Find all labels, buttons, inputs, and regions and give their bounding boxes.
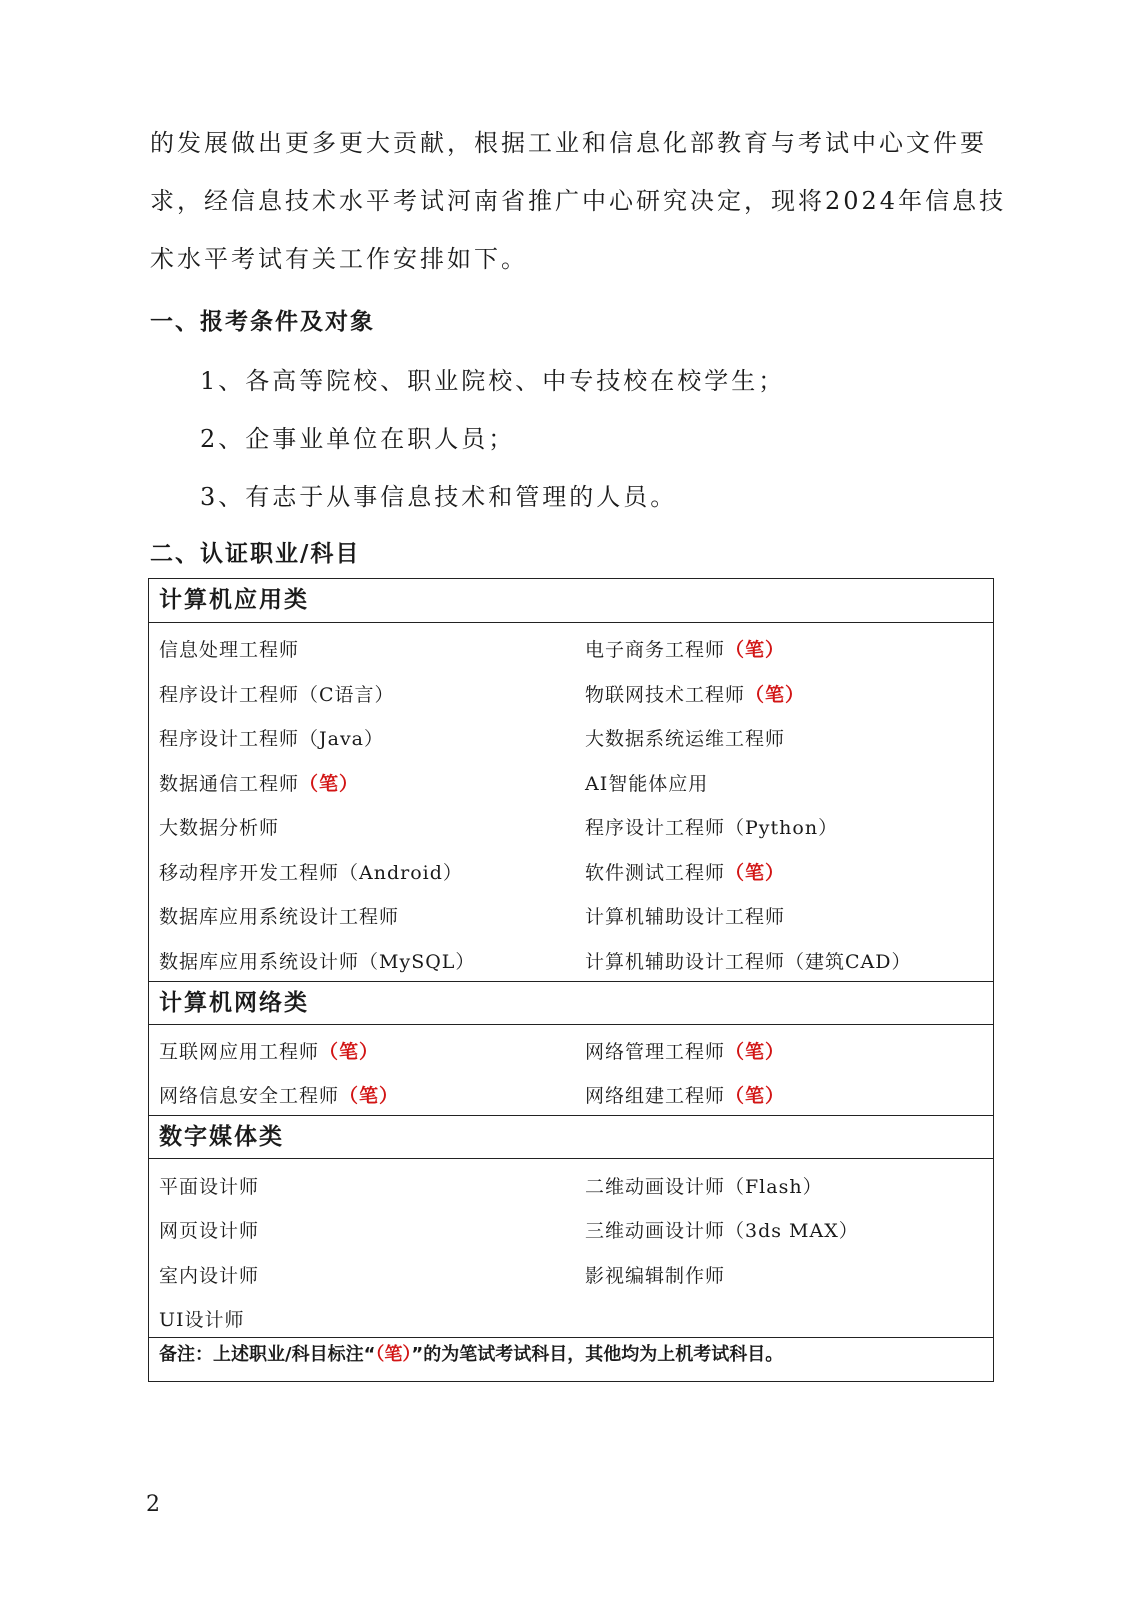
subject-cell: AI智能体应用 bbox=[585, 773, 709, 795]
subject-cell: 平面设计师 bbox=[159, 1176, 260, 1198]
subject-cell: 网页设计师 bbox=[159, 1220, 260, 1242]
subject-cell: 数据库应用系统设计工程师 bbox=[159, 906, 400, 928]
subject-cell: 二维动画设计师（Flash） bbox=[585, 1176, 823, 1198]
subject-cell: 电子商务工程师（笔） bbox=[585, 639, 786, 661]
subject-cell: 大数据系统运维工程师 bbox=[585, 728, 786, 750]
category-computer-network: 计算机网络类 bbox=[149, 981, 993, 1025]
pen-mark: （笔） bbox=[339, 1085, 400, 1107]
subject-cell: 移动程序开发工程师（Android） bbox=[159, 862, 463, 884]
subject-cell: 三维动画设计师（3ds MAX） bbox=[585, 1220, 859, 1242]
subject-cell: 数据库应用系统设计师（MySQL） bbox=[159, 951, 476, 973]
category-digital-media: 数字媒体类 bbox=[149, 1115, 993, 1159]
subject-cell: 软件测试工程师（笔） bbox=[585, 862, 786, 884]
subject-cell: 数据通信工程师（笔） bbox=[159, 773, 360, 795]
subject-cell: 程序设计工程师（Python） bbox=[585, 817, 839, 839]
category-computer-application: 计算机应用类 bbox=[149, 579, 993, 623]
section1-item-1: 1、各高等院校、职业院校、中专技校在校学生； bbox=[200, 367, 786, 395]
subject-cell: 计算机辅助设计工程师 bbox=[585, 906, 786, 928]
subject-cell: 网络信息安全工程师（笔） bbox=[159, 1085, 400, 1107]
subject-cell: 程序设计工程师（C语言） bbox=[159, 684, 395, 706]
subject-cell: 室内设计师 bbox=[159, 1265, 260, 1287]
subject-cell: 互联网应用工程师（笔） bbox=[159, 1041, 380, 1063]
section2-heading: 二、认证职业/科目 bbox=[150, 541, 361, 567]
pen-mark: （笔） bbox=[745, 684, 806, 706]
pen-mark: （笔） bbox=[725, 862, 786, 884]
note-suffix: ”的为笔试考试科目，其他均为上机考试科目。 bbox=[411, 1344, 784, 1365]
section1-item-3: 3、有志于从事信息技术和管理的人员。 bbox=[200, 483, 678, 511]
subject-cell: 网络管理工程师（笔） bbox=[585, 1041, 786, 1063]
pen-mark: （笔） bbox=[319, 1041, 380, 1063]
pen-mark: （笔） bbox=[725, 1085, 786, 1107]
note-prefix: 备注：上述职业/科目标注“ bbox=[159, 1344, 376, 1365]
section1-item-2: 2、企事业单位在职人员； bbox=[200, 425, 516, 453]
intro-paragraph bbox=[150, 114, 1007, 288]
subject-cell: 程序设计工程师（Java） bbox=[159, 728, 385, 750]
subject-cell: 信息处理工程师 bbox=[159, 639, 300, 661]
table-note bbox=[149, 1337, 993, 1381]
pen-mark: （笔） bbox=[299, 773, 360, 795]
section1-heading: 一、报考条件及对象 bbox=[150, 309, 375, 335]
page-number: 2 bbox=[146, 1492, 160, 1517]
intro-line-3: 术水平考试有关工作安排如下。 bbox=[150, 245, 528, 273]
subject-cell: 大数据分析师 bbox=[159, 817, 280, 839]
note-pen-mark: （笔） bbox=[375, 1344, 412, 1365]
subject-cell: 计算机辅助设计工程师（建筑CAD） bbox=[585, 951, 912, 973]
subject-cell: UI设计师 bbox=[159, 1309, 245, 1331]
subject-cell: 网络组建工程师（笔） bbox=[585, 1085, 786, 1107]
certification-table bbox=[148, 578, 994, 1382]
pen-mark: （笔） bbox=[725, 1041, 786, 1063]
pen-mark: （笔） bbox=[725, 639, 786, 661]
intro-line-2: 求，经信息技术水平考试河南省推广中心研究决定，现将2024年信息技 bbox=[150, 187, 1007, 215]
intro-line-1: 的发展做出更多更大贡献，根据工业和信息化部教育与考试中心文件要 bbox=[150, 129, 987, 157]
subject-cell: 影视编辑制作师 bbox=[585, 1265, 726, 1287]
subject-cell: 物联网技术工程师（笔） bbox=[585, 684, 806, 706]
